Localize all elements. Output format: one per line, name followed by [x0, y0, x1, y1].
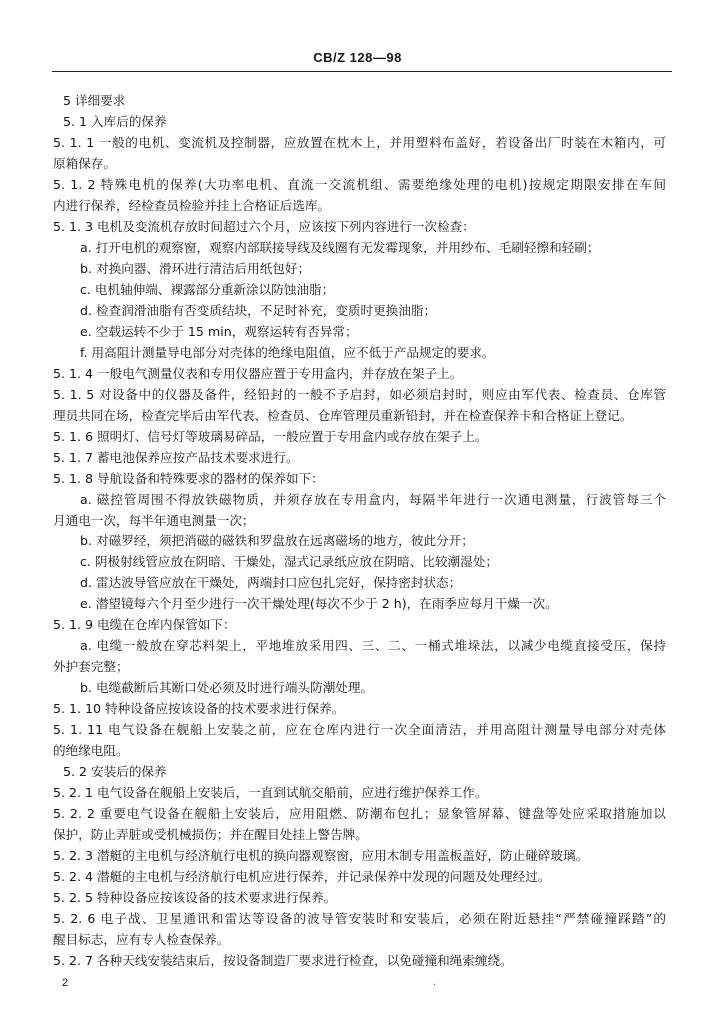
text-line: e. 空载运转不少于 15 min，观察运转有否异常；: [80, 324, 358, 339]
text-line: 5. 1. 8 导航设备和特殊要求的器材的保养如下：: [53, 471, 324, 486]
text-line: 月通电一次，每半年通电测量一次；: [53, 513, 255, 528]
scan-mark: ·: [433, 980, 437, 991]
text-line: 5. 1. 1 一般的电机、变流机及控制器，应放置在枕木上，并用塑料布盖好，若设备出厂时装在木箱内，可: [53, 135, 666, 150]
text-line: 5. 2. 3 潜艇的主电机与经济航行电机的换向器观察窗，应用木制专用盖板盖好，防止碰碎玻璃。: [53, 848, 589, 863]
text-line: 5. 1. 6 照明灯、信号灯等玻璃易碎品，一般应置于专用盒内或存放在架子上。: [53, 429, 488, 444]
text-line: d. 雷达波导管应放在干燥处，两端封口应包扎完好，保持密封状态；: [80, 575, 462, 590]
text-line: 原箱保存。: [53, 156, 116, 171]
text-line: 5. 1. 10 特种设备应按该设备的技术要求进行保养。: [53, 701, 345, 716]
text-line: 5. 1. 4 一般电气测量仪表和专用仪器应置于专用盒内，并存放在架子上。: [53, 366, 463, 381]
text-line: 5. 1. 11 电气设备在舰船上安装之前，应在仓库内进行一次全面清洁，并用高阻计测量导电部分对壳体: [53, 722, 666, 737]
text-line: c. 电机轴伸端、裸露部分重新涂以防蚀油脂；: [80, 282, 335, 297]
text-line: 5. 1. 7 蓄电池保养应按产品技术要求进行。: [53, 450, 299, 465]
text-line: f. 用高阻计测量导电部分对壳体的绝缘电阻值，应不低于产品规定的要求。: [80, 345, 495, 360]
text-line: 5. 2. 5 特种设备应按该设备的技术要求进行保养。: [53, 890, 337, 905]
text-line: b. 电缆截断后其断口处必须及时进行端头防潮处理。: [80, 680, 374, 695]
text-line: a. 打开电机的观察窗，观察内部联接导线及线圈有无发霉现象，并用纱布、毛刷轻擦和轻刷；: [80, 240, 600, 255]
text-line: 5. 1. 5 对设备中的仪器及备件，经铅封的一般不予启封，如必须启封时，则应由军代表、检查员、仓库管: [53, 387, 666, 402]
text-line: 5 详细要求: [63, 93, 126, 108]
text-line: 保护，防止弄脏或受机械损伤；并在醒目处挂上警告牌。: [53, 827, 368, 842]
text-line: 的绝缘电阻。: [53, 743, 129, 758]
text-line: b. 对换向器、滑环进行清洁后用纸包好；: [80, 261, 311, 276]
text-line: 5. 2. 2 重要电气设备在舰船上安装后，应用阻燃、防潮布包扎；显象管屏幕、键盘等处应采取措施加以: [53, 806, 666, 821]
text-line: 5. 1. 9 电缆在仓库内保管如下：: [53, 617, 236, 632]
text-line: 5. 2. 6 电子战、卫星通讯和雷达等设备的波导管安装时和安装后，必须在附近悬挂“严禁碰撞踩踏”的: [53, 911, 666, 926]
text-line: 理员共同在场，检查完毕后由军代表、检查员、仓库管理员重新铅封，并在检查保养卡和合格证上登记。: [53, 408, 633, 423]
text-line: 5. 2. 4 潜艇的主电机与经济航行电机应进行保养，并记录保养中发现的问题及处理经过。: [53, 869, 551, 884]
text-line: 5. 2. 7 各种天线安装结束后，按设备制造厂要求进行检查，以免碰撞和绳索缠绕。: [53, 953, 513, 968]
text-line: 5. 1. 2 特殊电机的保养(大功率电机、直流一交流机组、需要绝缘处理的电机)按规定期限安排在车间: [53, 177, 666, 192]
standard-code-header: CB/Z 128—98: [313, 50, 402, 65]
text-line: b. 对磁罗经，须把消磁的磁铁和罗盘放在远离磁场的地方，彼此分开；: [80, 533, 474, 548]
text-line: 5. 1 入库后的保养: [63, 114, 167, 129]
text-line: a. 电缆一般放在穿芯料架上，平地堆放采用四、三、二、一桶式堆垛法，以减少电缆直接受压，保持: [80, 638, 666, 653]
text-line: e. 潜望镜每六个月至少进行一次干燥处理(每次不少于 2 h)，在雨季应每月干燥一次。: [80, 596, 558, 611]
text-line: 醒目标志，应有专人检查保养。: [53, 932, 230, 947]
text-line: 外护套完整；: [53, 659, 129, 674]
text-line: 5. 2 安装后的保养: [63, 764, 167, 779]
text-line: 5. 1. 3 电机及变流机存放时间超过六个月，应该按下列内容进行一次检查：: [53, 219, 475, 234]
page-number: 2: [62, 977, 69, 989]
text-line: 内进行保养，经检查员检验并挂上合格证后选库。: [53, 198, 331, 213]
text-line: c. 阴极射线管应放在阴暗、干燥处，湿式记录纸应放在阴暗、比较潮湿处；: [80, 554, 498, 569]
text-line: 5. 2. 1 电气设备在舰船上安装后，一直到试航交船前，应进行维护保养工作。: [53, 785, 488, 800]
text-line: d. 检查润滑油脂有否变质结块，不足时补充，变质时更换油脂；: [80, 303, 437, 318]
text-line: a. 磁控管周围不得放铁磁物质，并须存放在专用盒内，每隔半年进行一次通电测量，行波管每三个: [80, 492, 666, 507]
